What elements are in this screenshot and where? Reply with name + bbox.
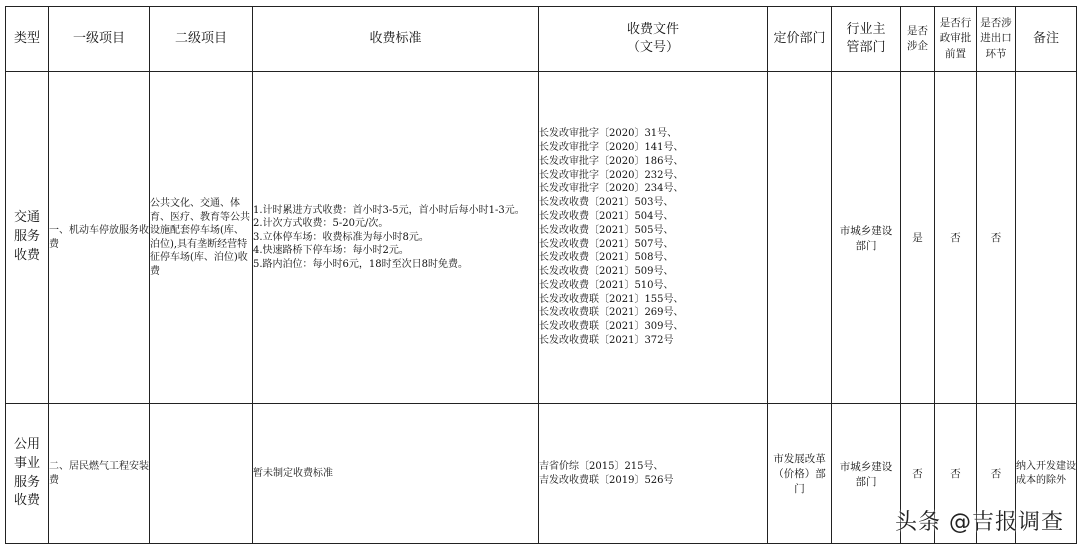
row-pre-approval: 否 bbox=[935, 72, 977, 404]
header-remarks: 备注 bbox=[1016, 7, 1077, 72]
row-pricing-dept: 市发展改革 （价格）部 门 bbox=[768, 404, 832, 544]
row-documents: 长发改审批字〔2020〕31号、 长发改审批字〔2020〕141号、 长发改审批字〔2020〕186号、 长发改审批字〔2020〕232号、 长发改审批字〔2020〕234号、 长发改收费〔2021〕503号、 长发改收费〔2021〕504号、 长发改收费〔2021〕505号、 长发改收费〔2021〕507号、 长发改收费〔2021〕508号、 长发改收费〔2021〕509号、 长发改收费〔2021〕510号、 长发改收费联〔2021〕155号、 长发改收费联〔2021〕269号、 长发改收费联〔2021〕309号、 长发改收费联〔2021〕372号 bbox=[539, 72, 768, 404]
header-document: 收费文件 （文号） bbox=[539, 7, 768, 72]
row-pre-approval: 否 bbox=[935, 404, 977, 544]
row-import-export: 否 bbox=[977, 72, 1016, 404]
row-level1: 二、居民燃气工程安装费 bbox=[49, 404, 150, 544]
row-involves-enterprise: 是 bbox=[901, 72, 935, 404]
row-import-export: 否 bbox=[977, 404, 1016, 544]
row-remarks: 纳入开发建设成本的除外 bbox=[1016, 404, 1077, 544]
row-type: 公用 事业 服务 收费 bbox=[6, 404, 49, 544]
row-industry-dept: 市城乡建设 部门 bbox=[832, 404, 901, 544]
row-level2 bbox=[150, 404, 253, 544]
row-level2: 公共文化、交通、体育、医疗、教育等公共设施配套停车场(库、泊位),具有垄断经营特征停车场(库、泊位)收费 bbox=[150, 72, 253, 404]
row-pricing-dept bbox=[768, 72, 832, 404]
header-row bbox=[6, 7, 1077, 72]
header-type: 类型 bbox=[6, 7, 49, 72]
row-type: 交通 服务 收费 bbox=[6, 72, 49, 404]
header-import-export: 是否涉 进出口 环节 bbox=[977, 7, 1016, 72]
header-pre-approval: 是否行 政审批 前置 bbox=[935, 7, 977, 72]
row-standard: 暂未制定收费标准 bbox=[253, 404, 539, 544]
header-involves-enterprise: 是否 涉企 bbox=[901, 7, 935, 72]
header-standard: 收费标准 bbox=[253, 7, 539, 72]
table-row bbox=[6, 72, 1077, 404]
row-standard: 1.计时累进方式收费：首小时3-5元，首小时后每小时1-3元。 2.计次方式收费：5-20元/次。 3.立体停车场：收费标准为每小时8元。 4.快速路桥下停车场：每小时2元。 5.路内泊位：每小时6元，18时至次日8时免费。 bbox=[253, 72, 539, 404]
header-industry-dept: 行业主 管部门 bbox=[832, 7, 901, 72]
row-industry-dept: 市城乡建设 部门 bbox=[832, 72, 901, 404]
row-remarks bbox=[1016, 72, 1077, 404]
watermark-text: 头条 @吉报调查 bbox=[895, 510, 1064, 535]
row-level1: 一、机动车停放服务收费 bbox=[49, 72, 150, 404]
header-pricing-dept: 定价部门 bbox=[768, 7, 832, 72]
row-involves-enterprise: 否 bbox=[901, 404, 935, 544]
header-level2: 二级项目 bbox=[150, 7, 253, 72]
header-level1: 一级项目 bbox=[49, 7, 150, 72]
row-documents: 吉省价综〔2015〕215号、 吉发改收费联〔2019〕526号 bbox=[539, 404, 768, 544]
fee-table bbox=[5, 6, 1077, 544]
